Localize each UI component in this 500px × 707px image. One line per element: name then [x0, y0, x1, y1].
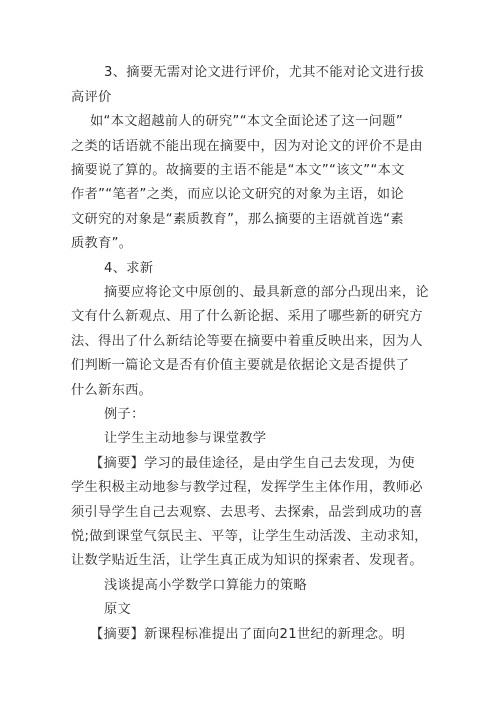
original-label: 原文: [104, 602, 132, 617]
example-label: 例子：: [104, 407, 145, 422]
text-line: 让数学贴近生活，让学生真正成为知识的探索者、发现者。: [71, 553, 423, 568]
text-line: 【摘要】新课程标准提出了面向21世纪的新理念。明: [90, 627, 406, 642]
text-line: 悦;做到课堂气氛民主、平等，让学生生动活泼、主动求知，: [71, 529, 428, 544]
text-line: 学生积极主动地参与教学过程，发挥学生主体作用，教师必: [71, 480, 423, 495]
section-heading: 4、求新: [104, 261, 154, 276]
text-line: 文有什么新观点、用了什么新论据、采用了哪些新的研究方: [71, 309, 423, 324]
example-title: 让学生主动地参与课堂教学: [104, 431, 267, 446]
text-line: 如“本文超越前人的研究”“本文全面论述了这一问题”: [90, 114, 404, 129]
text-line: 法、得出了什么新结论等要在摘要中着重反映出来，因为人: [71, 334, 423, 349]
text-line: 之类的话语就不能出现在摘要中，因为对论文的评价不是由: [71, 139, 423, 154]
text-line: 3、摘要无需对论文进行评价，尤其不能对论文进行拔: [104, 65, 425, 80]
text-line: 高评价: [71, 90, 112, 105]
text-line: 【摘要】学习的最佳途径，是由学生自己去发现，为使: [90, 456, 415, 471]
text-line: 摘要说了算的。故摘要的主语不能是“本文”“该文”“本文: [71, 163, 405, 178]
text-line: 什么新东西。: [71, 383, 153, 398]
example-title: 浅谈提高小学数学口算能力的策略: [104, 578, 308, 593]
text-line: 须引导学生自己去观察、去思考、去探索，品尝到成功的喜: [71, 505, 423, 520]
text-line: 们判断一篇论文是否有价值主要就是依据论文是否提供了: [71, 358, 410, 373]
text-line: 作者”“笔者”之类，而应以论文研究的对象为主语，如论: [71, 187, 404, 202]
text-line: 质教育”。: [71, 236, 133, 251]
text-line: 文研究的对象是“素质教育”，那么摘要的主语就首选“素: [71, 212, 404, 227]
text-line: 摘要应将论文中原创的、最具新意的部分凸现出来，论: [104, 285, 429, 300]
